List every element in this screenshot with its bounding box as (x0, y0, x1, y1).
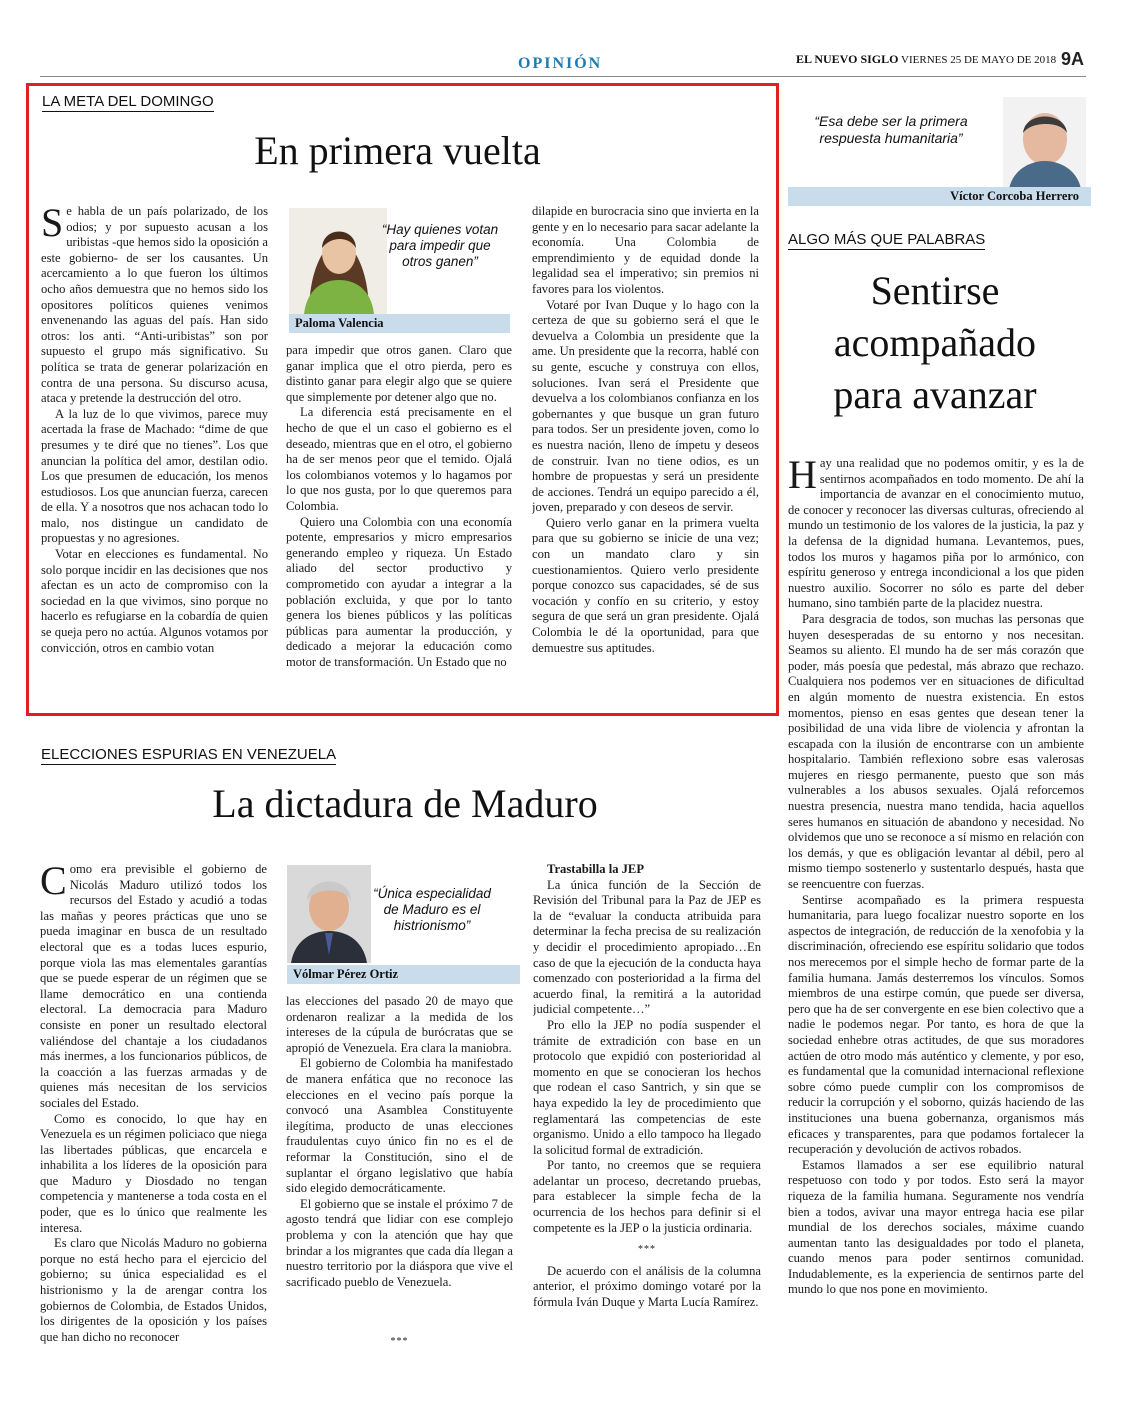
article2-column-2 (286, 994, 513, 1334)
paragraph: De acuerdo con el análisis de la columna anterior, el próximo domingo votaré por la fórmula Iván Duque y Marta Lucía Ramírez. (533, 1263, 761, 1310)
article1-kicker: LA META DEL DOMINGO (42, 93, 214, 110)
dropcap: S (41, 204, 64, 245)
paragraph: El gobierno que se instale el próximo 7 de agosto tendrá que lidiar con ese complejo problema y con la atención que hay que brindar a los migrantes que cada día llegan a nuestro territorio por la diáspora que vive el sacrificado pueblo de Venezuela. (286, 1196, 513, 1289)
article3-headline (790, 265, 1080, 421)
paragraph: Quiero verlo ganar en la primera vuelta para que su gobierno se inicie de una vez; con un mandato claro y sin cuestionamientos. Quiero verlo presidente porque conozco sus capacidades, sé de sus vocación y confío en su criterio, y estoy segura de que será un gran presidente. Ojalá Colombia le dé la oportunidad, para que demuestre sus aptitudes. (532, 515, 759, 655)
issue-date: VIERNES 25 DE MAYO DE 2018 (901, 54, 1057, 66)
paragraph: Es claro que Nicolás Maduro no gobierna porque no está hecho para el ejercicio del gobierno; su única especialidad es el histrionismo y la de arengar contra los gobiernos de Colombia, de Estados Unidos, los dirigentes de la oposición y los países que han dicho no reconocer (40, 1236, 267, 1344)
article1-column-1 (41, 204, 268, 700)
article2-kicker: ELECCIONES ESPURIAS EN VENEZUELA (41, 746, 337, 763)
dropcap: H (788, 456, 817, 497)
dropcap: C (40, 862, 67, 903)
paragraph: Sentirse acompañado es la primera respuesta humanitaria, para luego focalizar nuestro soporte en los aspectos de integración, de reducción de la xenofobia y la discriminación, ofreciendo ese espíritu solidario que todos nos merecemos por el simple hecho de formar parte de la familia humana. Jamás desterremos los vínculos. Somos miembros de una estirpe común, que puede ser diversa, pero que ha de ser convergente en ese bien colectivo que a nadie le podemos negar. Por tanto, es hora de que la sociedad enhebre otras actitudes, de que sus moradores actúen de otro modo más auténtico y clemente, y por eso, es fundamental que la comunidad internacional reflexione sobre cómo puede cumplir con los compromisos de reducir la corrupción y el soborno, quizás haciendo de las instituciones una buena gobernanza, organismos más eficaces y transparentes, para que podamos fortalecer la recuperación y devolución de activos robados. (788, 892, 1084, 1157)
paragraph: Votaré por Ivan Duque y lo hago con la certeza de que su gobierno será el que le devuelva a Colombia un presidente que la ame. Un presidente que la recorra, hablé con su gente, escuche y construya con ellos, soluciones. Ivan será el Presidente que devuelva a los colombianos confianza en los gobernantes y que busque un gran futuro para todos. Ser un presidente joven, como lo es nuestra nación, lleno de ímpetu y deseos de construir. Ivan no tiene odios, es un hombre de propuestas y será un presidente de acciones. Tendrá un equipo parecido a él, joven, preparado y con deseos de servir. (532, 297, 759, 515)
section-separator: *** (638, 1244, 656, 1256)
paragraph: Estamos llamados a ser ese equilibrio natural respetuoso con todo y por todos. Esto será la mayor riqueza de la familia humana. Seguramente nos vendría bien a todos, avivar una mayor entrega hacia ese pilar mundial de los derechos sociales, máxime cuando aumentan tanto las desigualdades por todo el planeta, cuando menos para poder sentirnos comunidad. Indudablemente, es la experiencia de sentirnos parte del mundo lo que nos pone en movimiento. (788, 1157, 1084, 1297)
paragraph: ay una realidad que no podemos omitir, y es la de sentirnos acompañados en todo momento. De ahí la importancia de avanzar en el conocimiento mutuo, de conocer y reconocer las diversas culturas, ofreciendo al mundo un testimonio de los valores de la justicia, la paz y la defensa de la dignidad humana. Levantemos, pues, todos los muros y hagamos piña por lo armónico, con espíritu generoso y entrega incondicional a los que piden nuestro auxilio. Socorrer no sólo es parte del deber humano, sino también parte de la placidez nuestra. (788, 456, 1084, 611)
newspaper-name: EL NUEVO SIGLO (796, 52, 899, 66)
article2-pull-quote: “Única especialidad de Maduro es el histrionismo” (373, 886, 491, 933)
article1-headline: En primera vuelta (254, 128, 541, 173)
article2-column-3 (533, 862, 761, 1348)
headline-line: para avanzar (833, 372, 1037, 417)
paragraph: Como es conocido, lo que hay en Venezuela es un régimen policiaco que niega las libertades públicas, que encarcela e inhabilita a los líderes de la oposición para que Maduro y Diosdado no tengan competencia y mantenerse a toda costa en el poder, que es lo único que realmente les interesa. (40, 1111, 267, 1235)
article1-column-3 (532, 204, 759, 700)
article2-headline: La dictadura de Maduro (212, 781, 598, 826)
header-rule (40, 76, 1086, 77)
paragraph: para impedir que otros ganen. Claro que ganar implica que el otro pierda, pero es distinto ganar para elegir algo que se quiere que simplemente por detener algo que no. (286, 343, 512, 404)
article3-kicker: ALGO MÁS QUE PALABRAS (788, 231, 986, 248)
paragraph: Quiero una Colombia con una economía potente, empresarios y micro empresarios generando empleo y riqueza. Un Estado aliado del sector productivo y comprometido con ayudar a integrar a la población excluida, y que por lo tanto genera los bienes públicos y las políticas públicas para aumentar la producción, y dedicado a mejorar la educación como motor de transformación. Un Estado que no (286, 514, 512, 669)
article3-body (788, 456, 1084, 1376)
paragraph: omo era previsible el gobierno de Nicolás Maduro utilizó todos los recursos del Estado y acudió a todas las mañas y peores prácticas que uno se pueda imaginar en busca de un resultado electoral que es a todas luces espurio, porque viola las mas elementales garantías que se puede esperar de un régimen que se llame democrático en una contienda electoral. La democracia para Maduro consiste en poner un resultado electoral valiéndose del chantaje a los ciudadanos más inermes, a los funcionarios públicos, de la coacción a las fuerzas armadas y de quienes más necesitan de los servicios sociales del Estado. (40, 862, 267, 1110)
paragraph: El gobierno de Colombia ha manifestado de manera enfática que no reconoce las elecciones en el vecino país porque la convocó una Asamblea Constituyente ilegítima, producto de unas elecciones fraudulentas cuyo único fin no es el de reformar la Constitución, sino el de suplantar el órgano legislativo que había sido elegido democráticamente. (286, 1056, 513, 1196)
headline-line: Sentirse (870, 268, 1000, 313)
paragraph: e habla de un país polarizado, de los odios; y por supuesto acusan a los uribistas -que hemos sido la oposición a este gobierno- de ser los causantes. Un acercamiento a lo que fueron los últimos ocho años demuestra que no hemos sido los opositores políticos quienes venimos envenenando las aguas del país. Han sido otros: los anti. “Anti-uribistas” son por supuesto el grupo más significativo. Su política se trata de generar polarización en contra de una persona. Su discurso acusa, ataca y pretende la destrucción del otro. (41, 204, 268, 406)
paragraph: Por tanto, no creemos que se requiera adelantar un proceso, decretando pruebas, para establecer la simple fecha de la ocurrencia de los hechos para definir si el competente es la JEP o la justicia ordinaria. (533, 1158, 761, 1235)
paragraph: las elecciones del pasado 20 de mayo que ordenaron realizar a la medida de los intereses de la cúpula de burócratas que se apropió de Venezuela. Era clara la maniobra. (286, 994, 513, 1055)
article1-pull-quote: “Hay quienes votan para impedir que otros ganen” (381, 222, 499, 269)
masthead-info (796, 52, 1056, 67)
page-number: 9A (1061, 49, 1085, 69)
article1-column-2 (286, 343, 512, 700)
author-photo-volmar-perez (287, 865, 371, 963)
paragraph: dilapide en burocracia sino que invierta en la gente y en lo necesario para sacar adelante la economía. Una Colombia de emprendimiento y de equidad donde la legalidad sea el imperativo; sin premios ni favores para los violentos. (532, 204, 759, 296)
paragraph: Pro ello la JEP no podía suspender el trámite de extradición con base en un protocolo que expidió con posterioridad al momento en que se conocieran los hechos que rodean el caso Santrich, y sin que se haya expedido la ley de procedimiento que reglamentará las competencias de este organismo. Unido a ello tampoco ha llegado la solicitud formal de extradición. (533, 1017, 761, 1157)
author-photo-victor-corcoba (1003, 97, 1086, 189)
paragraph: La única función de la Sección de Revisión del Tribunal para la Paz de JEP es la de “evaluar la conducta atribuida para determinar la fecha precisa de su realización y decidir el procedimiento apropiado…En caso de que la ejecución de la conducta haya comenzado con posterioridad a la firma del acuerdo final, la remitirá a la autoridad judicial competente…” (533, 877, 761, 1017)
article2-subhead: Trastabilla la JEP (547, 862, 645, 876)
article1-author-bar: Paloma Valencia (289, 314, 510, 333)
section-separator: *** (390, 1336, 409, 1347)
article2-author-bar: Vólmar Pérez Ortiz (287, 965, 520, 984)
author-photo-paloma-valencia (289, 208, 387, 314)
headline-line: acompañado (833, 320, 1037, 365)
paragraph: A la luz de lo que vivimos, parece muy acertada la frase de Machado: “dime de que presumes y te diré que no tienes”. Los que anuncian la política del amor, destilan odio. Los que presumen de educación, los menos estudiosos. Los que anuncian fuerza, carecen de ella. Y a nosotros que nos achacan todo lo malo, nos distingue un candidato de propuestas y no agresiones. (41, 406, 268, 546)
article2-column-1 (40, 862, 267, 1350)
paragraph: Votar en elecciones es fundamental. No solo porque incidir en las decisiones que nos afectan es un acto de compromiso con la sociedad en la que vivimos, sino porque no hacerlo es refugiarse en la cobardía de quien se queja pero no actúa. Algunos votamos por convicción, otros en cambio votan (41, 547, 268, 655)
article3-author-bar: Víctor Corcoba Herrero (788, 187, 1091, 206)
article3-pull-quote: “Esa debe ser la primera respuesta humanitaria” (814, 113, 968, 146)
paragraph: La diferencia está precisamente en el hecho de que el un caso el gobierno es el deseado, mientras que en el otro, el gobierno ha de ser menos peor que el temido. Ojalá los colombianos votemos y lo hagamos por lo que nos gusta, por lo que queremos para Colombia. (286, 405, 512, 513)
paragraph: Para desgracia de todos, son muchas las personas que huyen desesperadas de su entorno y nos necesitan. Seamos su aliento. El mundo ha de ser más corazón que poder, más poesía que pedestal, más abrazo que rechazo. Cualquiera nos podemos ver en situaciones de dificultad en algún momento de nuestra existencia. En estos momentos, pienso en esas gentes que desean tener la posibilidad de una vida libre de violencia y afrontan la escapada con la ilusión de encontrarse con un ambiente hospitalario. También reflexiono sobre esas valerosas mujeres en riesgo permanente, puesto que son más vulnerables a los abusos sexuales. Ojalá reforcemos nuestra presencia, nuestra mano tendida, hacia aquellos seres humanos en situación de abandono y necesidad. No olvidemos que uno se reconoce a sí mismo en relación con los demás, y que es obligación levantar al débil, pero al mismo tiempo sostenerlo y sustentarlo después, hasta que se reencuentre con fuerzas. (788, 611, 1084, 892)
section-title: OPINIÓN (518, 55, 603, 72)
